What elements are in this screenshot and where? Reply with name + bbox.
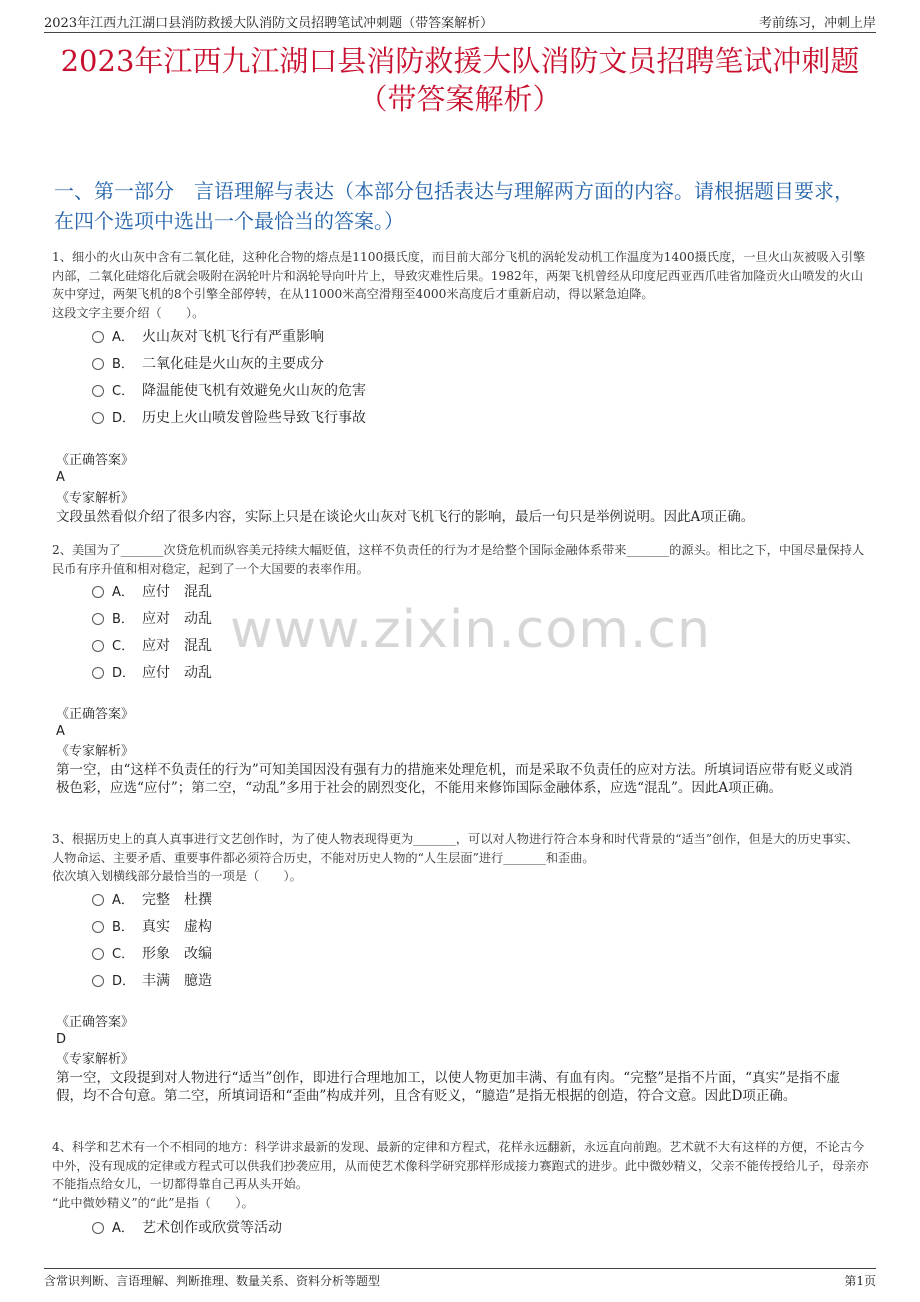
question-3-option-a[interactable]: A． 完整 杜撰 bbox=[92, 889, 212, 911]
footer-note: 含常识判断、言语理解、判断推理、数量关系、资料分析等题型 bbox=[44, 1274, 381, 1288]
question-2-analysis: 第一空，由“这样不负责任的行为”可知美国因没有强有力的措施来处理危机，而是采取不负责任的应对方法。所填词语应带有贬义或消极色彩，应选“应付”；第二空，“动乱”多用于社会的剧烈变化，不能用来修饰国际金融体系，应选“混乱”。因此A项正确。 bbox=[56, 762, 853, 796]
question-4-option-a[interactable]: A． 艺术创作或欣赏等活动 bbox=[92, 1217, 282, 1239]
question-2-option-c[interactable]: C． 应对 混乱 bbox=[92, 635, 212, 657]
question-4-text: 4、科学和艺术有一个不相同的地方：科学讲求最新的发现、最新的定律和方程式，花样永远翻新，永远直向前跑。艺术就不大有这样的方便，不论古今中外，没有现成的定律或方程式可以供我们抄袭应用，从而使艺术像科学研究那样形成接力赛跑式的进步。此中微妙精义，父亲不能传授给儿子，母亲亦不能指点给女儿，一切都得靠自己再从头开始。 bbox=[52, 1140, 869, 1191]
question-3-stem bbox=[52, 830, 870, 886]
radio-icon[interactable] bbox=[92, 358, 104, 370]
question-3-option-d[interactable]: D． 丰满 臆造 bbox=[92, 970, 212, 992]
radio-icon[interactable] bbox=[92, 1222, 104, 1234]
question-4-prompt: “此中微妙精义”的“此”是指（ ）。 bbox=[52, 1195, 254, 1210]
question-2-option-d[interactable]: D． 应付 动乱 bbox=[92, 662, 212, 684]
page-title-line2: （带答案解析） bbox=[358, 82, 562, 116]
question-3-prompt: 依次填入划横线部分最恰当的一项是（ ）。 bbox=[52, 869, 302, 883]
question-4-stem bbox=[52, 1138, 870, 1212]
question-1-option-d[interactable]: D． 历史上火山喷发曾险些导致飞行事故 bbox=[92, 407, 366, 429]
radio-icon[interactable] bbox=[92, 331, 104, 343]
radio-icon[interactable] bbox=[92, 975, 104, 987]
question-3-option-c[interactable]: C． 形象 改编 bbox=[92, 943, 212, 965]
question-2-stem: 2、美国为了_______次贷危机而纵容美元持续大幅贬值，这样不负责任的行为才是给整个国际金融体系带来_______的源头。相比之下，中国尽量保持人民币有序升值和相对稳定，起到了一个大国要的表率作用。 bbox=[52, 543, 865, 576]
radio-icon[interactable] bbox=[92, 385, 104, 397]
page-title bbox=[40, 42, 880, 118]
radio-icon[interactable] bbox=[92, 894, 104, 906]
footer-divider bbox=[44, 1268, 876, 1269]
radio-icon[interactable] bbox=[92, 640, 104, 652]
question-3-answer-label: 《正确答案》 bbox=[56, 1015, 135, 1030]
question-2-analysis-label: 《专家解析》 bbox=[56, 744, 135, 759]
watermark: www.zixin.com.cn bbox=[230, 600, 711, 660]
question-1-text: 1、细小的火山灰中含有二氧化硅，这种化合物的熔点是1100摄氏度，而目前大部分飞机的涡轮发动机工作温度为1400摄氏度，一旦火山灰被吸入引擎内部，二氧化硅熔化后就会吸附在涡轮叶片和涡轮导向叶片上，导致灾难性后果。1982年，两架飞机曾经从印度尼西亚西爪哇省加隆贡火山喷发的火山灰中穿过，两架飞机的8个引擎全部停转，在从11000米高空滑翔至4000米高度后才重新启动，得以紧急迫降。 bbox=[52, 250, 866, 301]
question-1-analysis-label: 《专家解析》 bbox=[56, 491, 135, 506]
question-3-analysis: 第一空，文段提到对人物进行“适当”创作，即进行合理地加工，以使人物更加丰满、有血有肉。“完整”是指不片面，“真实”是指不虚假，均不合句意。第二空，所填词语和“歪曲”构成并列，且含有贬义，“臆造”是指无根据的创造，符合文意。因此D项正确。 bbox=[56, 1070, 840, 1104]
question-3-option-b[interactable]: B． 真实 虚构 bbox=[92, 916, 212, 938]
question-3-analysis-label: 《专家解析》 bbox=[56, 1052, 135, 1067]
question-1-option-b[interactable]: B． 二氧化硅是火山灰的主要成分 bbox=[92, 353, 324, 375]
question-1-option-a[interactable]: A． 火山灰对飞机飞行有严重影响 bbox=[92, 326, 324, 348]
section-heading: 一、第一部分 言语理解与表达（本部分包括表达与理解两方面的内容。请根据题目要求，在四个选项中选出一个最恰当的答案。） bbox=[54, 179, 854, 233]
radio-icon[interactable] bbox=[92, 412, 104, 424]
page-title-line1: 2023年江西九江湖口县消防救援大队消防文员招聘笔试冲刺题 bbox=[60, 44, 860, 78]
question-1-option-c[interactable]: C． 降温能使飞机有效避免火山灰的危害 bbox=[92, 380, 366, 402]
question-2-answer-label: 《正确答案》 bbox=[56, 707, 135, 722]
radio-icon[interactable] bbox=[92, 613, 104, 625]
header-doc-title: 2023年江西九江湖口县消防救援大队消防文员招聘笔试冲刺题（带答案解析） bbox=[44, 16, 494, 31]
question-1-answer: A bbox=[56, 470, 65, 485]
question-1-stem bbox=[52, 248, 870, 322]
radio-icon[interactable] bbox=[92, 586, 104, 598]
header-slogan: 考前练习，冲刺上岸 bbox=[758, 16, 876, 31]
question-2-option-b[interactable]: B． 应对 动乱 bbox=[92, 608, 212, 630]
radio-icon[interactable] bbox=[92, 921, 104, 933]
question-3-answer: D bbox=[56, 1032, 67, 1047]
question-2-option-a[interactable]: A． 应付 混乱 bbox=[92, 581, 212, 603]
page-number: 第1页 bbox=[844, 1274, 876, 1288]
header-divider bbox=[44, 32, 876, 33]
radio-icon[interactable] bbox=[92, 948, 104, 960]
question-3-text: 3、根据历史上的真人真事进行文艺创作时，为了使人物表现得更为_______，可以对人物进行符合本身和时代背景的“适当”创作，但是大的历史事实、人物命运、主要矛盾、重要事件都必须符合历史，不能对历史人物的“人生层面”进行_______和歪曲。 bbox=[52, 832, 859, 865]
radio-icon[interactable] bbox=[92, 667, 104, 679]
question-1-answer-label: 《正确答案》 bbox=[56, 453, 135, 468]
question-1-analysis: 文段虽然看似介绍了很多内容，实际上只是在谈论火山灰对飞机飞行的影响，最后一句只是举例说明。因此A项正确。 bbox=[56, 509, 755, 525]
question-1-prompt: 这段文字主要介绍（ ）。 bbox=[52, 305, 205, 320]
question-2-answer: A bbox=[56, 724, 65, 739]
